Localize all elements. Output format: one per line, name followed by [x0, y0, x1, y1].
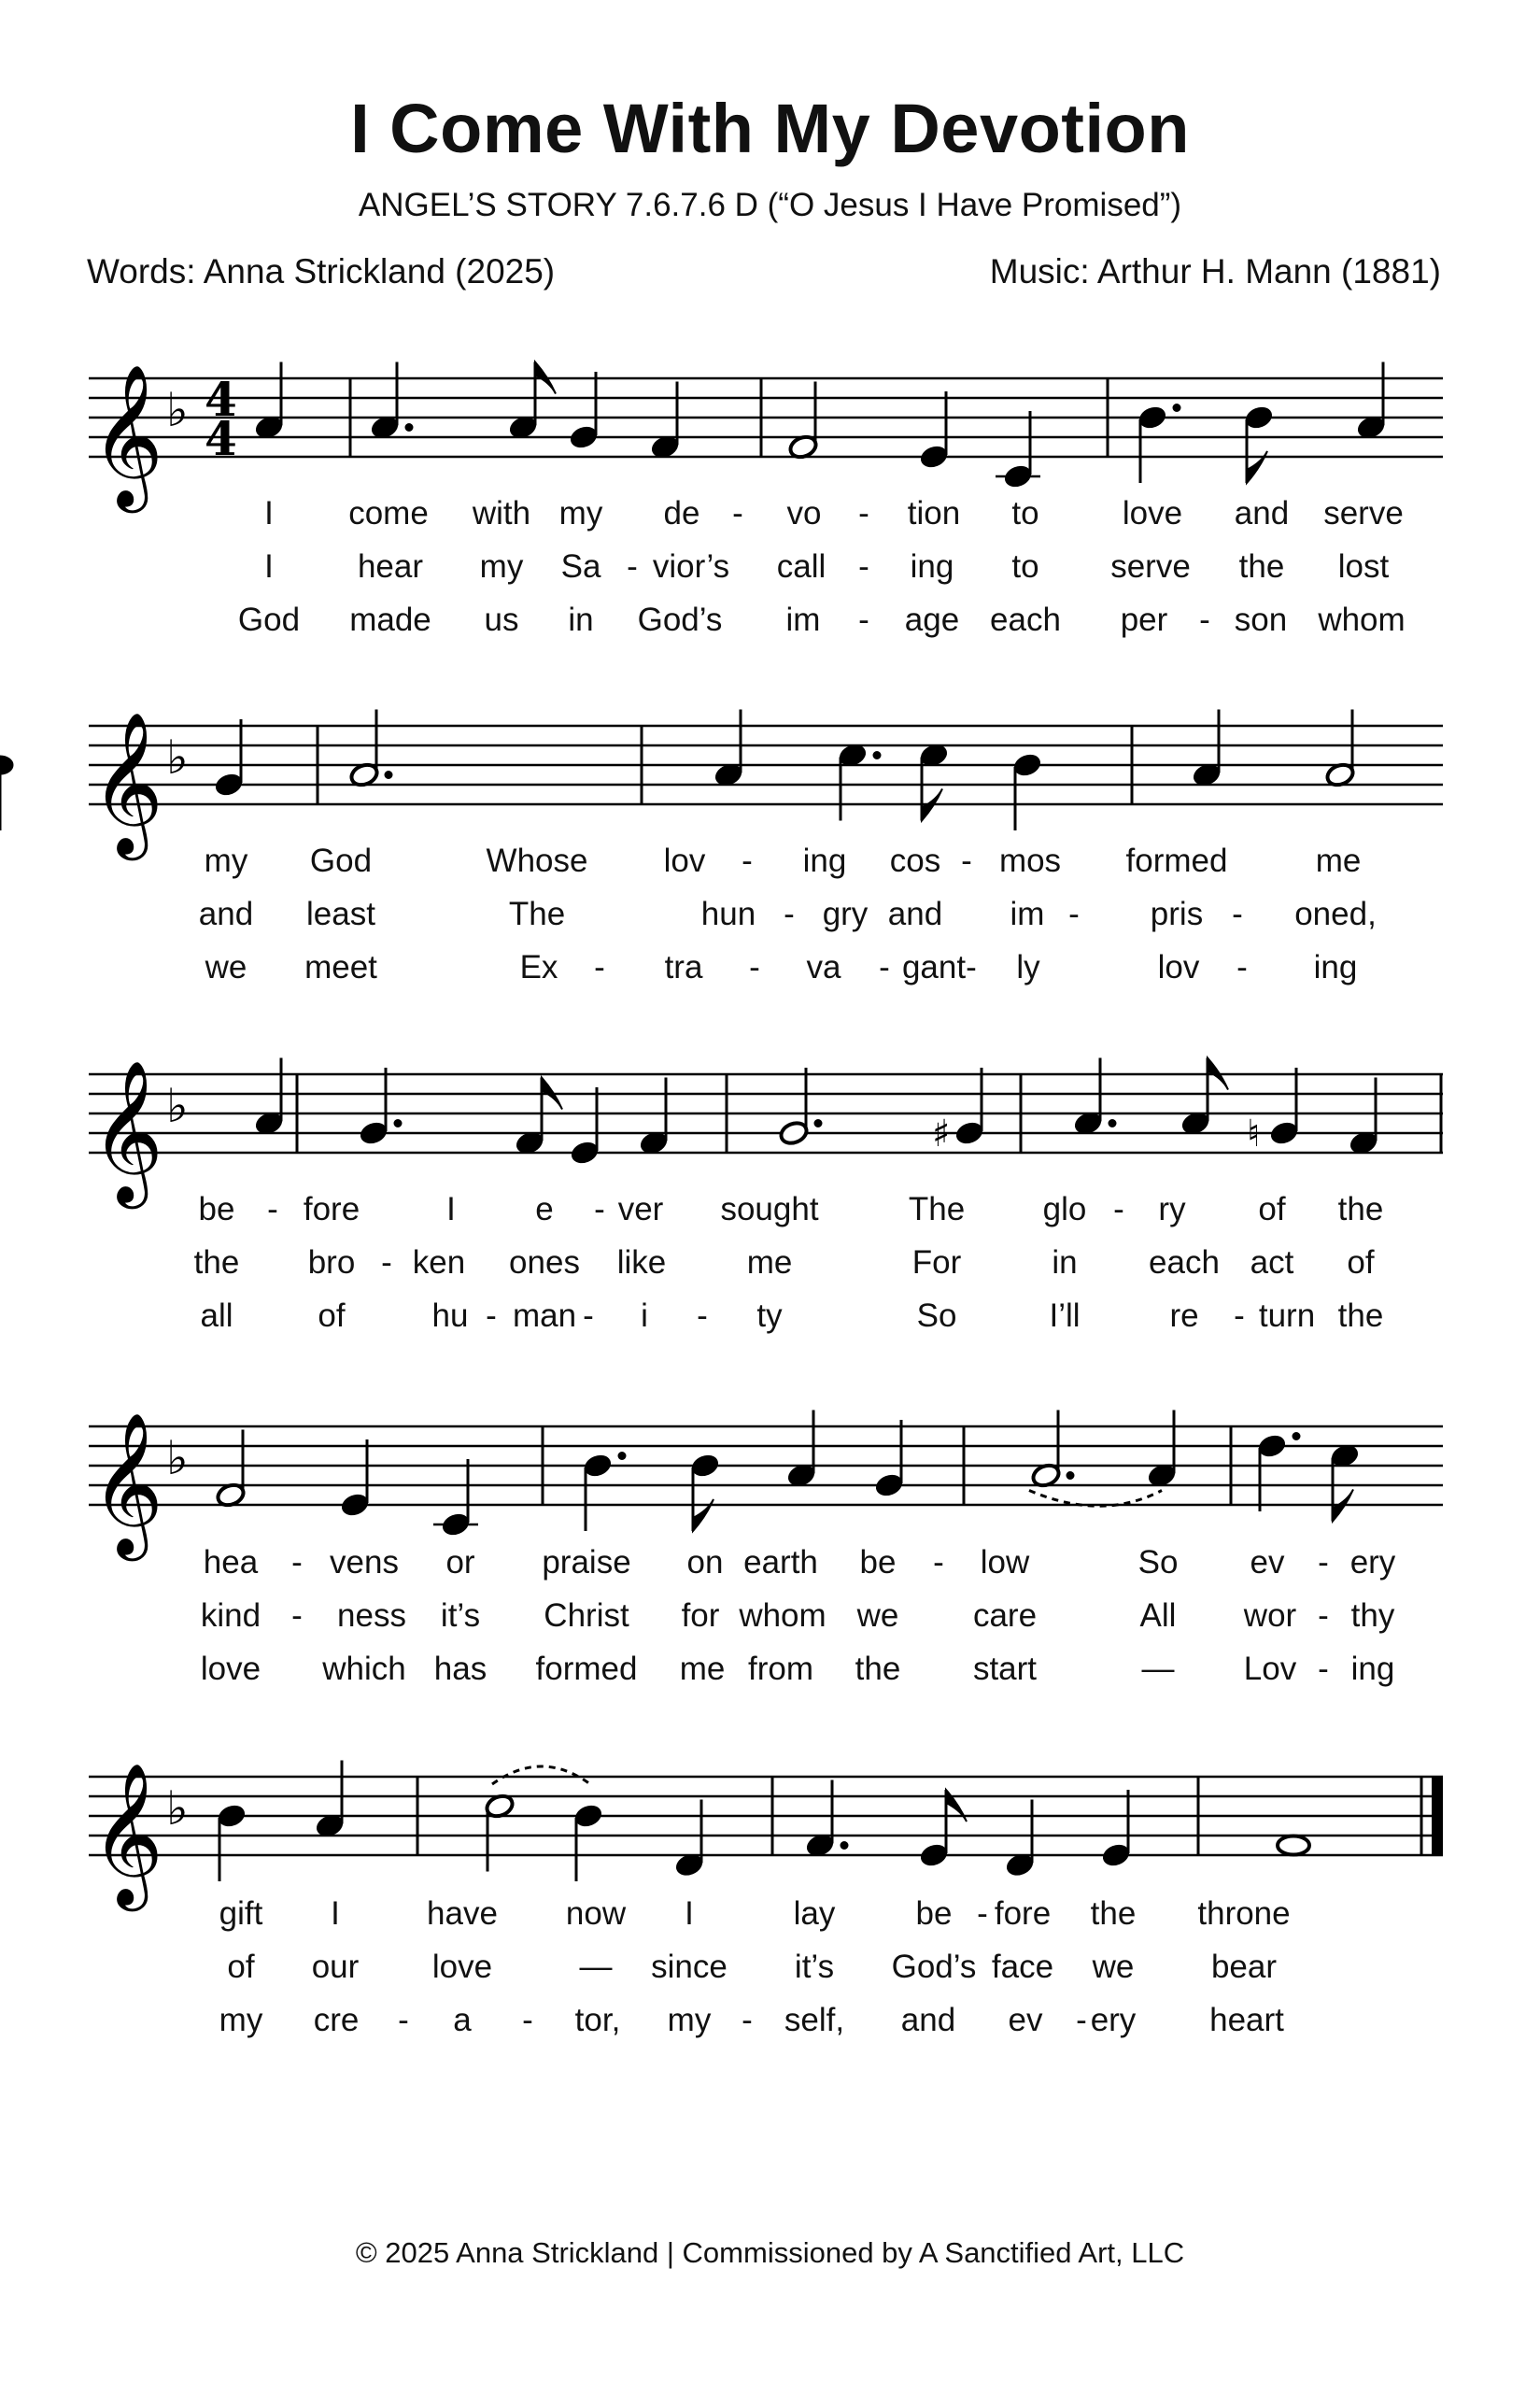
lyric-syllable: oned, — [1294, 896, 1377, 932]
lyric-syllable: come — [348, 495, 429, 532]
note — [253, 1058, 284, 1138]
note — [1011, 751, 1042, 830]
lyric-syllable: each — [1149, 1244, 1220, 1281]
note — [1180, 1058, 1228, 1138]
lyric-syllable: bro — [307, 1244, 356, 1281]
note — [873, 1420, 904, 1499]
lyric-syllable: God — [237, 602, 301, 638]
note — [1256, 1432, 1300, 1511]
augmentation-dot — [394, 1119, 403, 1127]
music-system-3 — [0, 1018, 1540, 1205]
lyric-syllable: and — [1234, 495, 1290, 532]
lyric-syllable: which — [322, 1651, 406, 1687]
note — [1243, 404, 1274, 483]
lyric-syllable: my — [204, 843, 248, 879]
lyric-syllable: - — [583, 1297, 594, 1334]
lyric-syllable: I — [264, 548, 274, 585]
treble-clef-icon: 𝄞 — [91, 363, 164, 507]
lyric-syllable: - — [1318, 1651, 1329, 1687]
treble-clef-icon: 𝄞 — [91, 1059, 164, 1203]
lyric-syllable: tion — [907, 495, 961, 532]
note — [1278, 1836, 1309, 1855]
note — [638, 1078, 669, 1157]
note — [569, 1087, 600, 1167]
lyric-syllable: ery — [1090, 2002, 1137, 2038]
lyric-syllable: i — [641, 1297, 648, 1334]
lyric-syllable: im — [785, 602, 821, 638]
lyric-syllable: gry — [822, 896, 869, 932]
lyric-syllable: - — [291, 1544, 303, 1581]
lyric-syllable: it’s — [794, 1949, 835, 1985]
note — [1137, 404, 1180, 483]
lyric-syllable: e — [535, 1191, 554, 1227]
lyric-syllable: pris — [1150, 896, 1204, 932]
lyric-syllable: fore — [994, 1895, 1052, 1932]
lyric-syllable: me — [746, 1244, 793, 1281]
note — [1329, 1442, 1360, 1522]
augmentation-dot — [1109, 1119, 1117, 1127]
lyric-syllable: lov — [1157, 949, 1200, 985]
lyric-syllable: - — [742, 2002, 753, 2038]
lyric-syllable: love — [431, 1949, 493, 1985]
lyric-syllable: it’s — [440, 1597, 481, 1634]
note — [314, 1761, 345, 1840]
lyric-syllable: - — [594, 1191, 605, 1227]
note — [689, 1452, 720, 1531]
lyric-syllable: Lov — [1243, 1651, 1297, 1687]
lyric-syllable: hea — [203, 1544, 259, 1581]
lyric-syllable: all — [200, 1297, 233, 1334]
flat-key-signature-icon: ♭ — [166, 730, 189, 785]
lyric-syllable: the — [1337, 1297, 1384, 1334]
note — [339, 1439, 370, 1519]
lyric-syllable: — — [579, 1949, 613, 1985]
augmentation-dot — [618, 1452, 627, 1460]
lyric-syllable: heart — [1209, 2002, 1284, 2038]
lyric-syllable: earth — [743, 1544, 818, 1581]
lyric-syllable: praise — [542, 1544, 631, 1581]
lyric-syllable: low — [980, 1544, 1030, 1581]
lyric-syllable: Whose — [486, 843, 588, 879]
lyric-syllable: ery — [1349, 1544, 1396, 1581]
lyric-syllable: and — [887, 896, 943, 932]
lyric-syllable: has — [433, 1651, 487, 1687]
lyric-syllable: vior’s — [652, 548, 730, 585]
lyric-syllable: - — [961, 843, 972, 879]
lyric-syllable: God’s — [891, 1949, 977, 1985]
note — [1004, 1800, 1035, 1879]
lyric-syllable: since — [651, 1949, 728, 1985]
lyric-syllable: the — [1238, 548, 1285, 585]
lyric-syllable: and — [900, 2002, 956, 2038]
note — [932, 1068, 985, 1156]
note — [804, 1780, 848, 1860]
lyric-syllable: me — [1315, 843, 1362, 879]
lyric-syllable: of — [227, 1949, 255, 1985]
lyric-syllable: ry — [1158, 1191, 1186, 1227]
lyric-syllable: my — [667, 2002, 712, 2038]
lyric-syllable: hun — [700, 896, 756, 932]
lyric-syllable: like — [616, 1244, 667, 1281]
lyric-syllable: - — [398, 2002, 409, 2038]
lyric-syllable: So — [1137, 1544, 1179, 1581]
lyric-syllable: or — [445, 1544, 475, 1581]
note — [1324, 710, 1355, 789]
lyric-syllable: vens — [330, 1544, 399, 1581]
lyric-syllable: ing — [1313, 949, 1358, 985]
natural-accidental-icon: ♮ — [1247, 1113, 1261, 1156]
lyric-syllable: - — [742, 843, 753, 879]
lyric-syllable: formed — [1125, 843, 1228, 879]
lyric-syllable: be — [915, 1895, 953, 1932]
lyric-syllable: glo — [1042, 1191, 1087, 1227]
lyric-syllable: ing — [910, 548, 954, 585]
note — [649, 382, 680, 461]
note — [1355, 362, 1386, 442]
augmentation-dot — [1293, 1432, 1301, 1440]
treble-clef-icon: 𝄞 — [91, 1411, 164, 1555]
lyric-syllable: de — [663, 495, 700, 532]
lyric-syllable: whom — [1318, 602, 1406, 638]
lyric-syllable: - — [858, 548, 869, 585]
lyric-syllable: my — [558, 495, 603, 532]
lyric-syllable: I — [685, 1895, 694, 1932]
lyric-syllable: sought — [720, 1191, 819, 1227]
lyric-syllable: - — [1199, 602, 1210, 638]
lyric-syllable: ones — [509, 1244, 580, 1281]
lyric-syllable: ing — [1350, 1651, 1395, 1687]
lyric-syllable: each — [990, 602, 1061, 638]
lyric-syllable: - — [1318, 1544, 1329, 1581]
music-system-5 — [0, 1721, 1540, 1907]
lyric-syllable: - — [291, 1597, 303, 1634]
note — [713, 710, 743, 789]
note — [1072, 1058, 1116, 1138]
lyric-syllable: serve — [1110, 548, 1191, 585]
note — [918, 742, 949, 821]
lyric-syllable: I — [264, 495, 274, 532]
lyric-syllable: tra — [664, 949, 703, 985]
lyric-syllable: Christ — [544, 1597, 629, 1634]
treble-clef-icon: 𝄞 — [91, 711, 164, 855]
note — [918, 1790, 967, 1869]
lyric-syllable: start — [972, 1651, 1038, 1687]
words-credit: Words: Anna Strickland (2025) — [87, 252, 556, 291]
lyric-syllable: - — [732, 495, 743, 532]
lyric-syllable: in — [1052, 1244, 1078, 1281]
lyric-syllable: made — [349, 602, 431, 638]
note — [1247, 1068, 1300, 1156]
lyric-syllable: gift — [219, 1895, 263, 1932]
lyric-syllable: be — [859, 1544, 897, 1581]
lyric-syllable: - — [858, 602, 869, 638]
time-signature-top: 4 — [205, 372, 237, 427]
lyric-syllable: re — [1169, 1297, 1199, 1334]
note — [673, 1800, 704, 1879]
dashed-tie — [492, 1766, 590, 1784]
copyright-footer: © 2025 Anna Strickland | Commissioned by A Sanctified Art, LLC — [355, 2236, 1185, 2269]
lyric-syllable: ver — [617, 1191, 664, 1227]
lyric-syllable: least — [306, 896, 375, 932]
lyric-syllable: our — [311, 1949, 360, 1985]
lyric-syllable: on — [686, 1544, 724, 1581]
lyric-syllable: now — [565, 1895, 627, 1932]
note — [1191, 710, 1222, 789]
flat-key-signature-icon: ♭ — [166, 1431, 189, 1485]
lyric-syllable: the — [1337, 1191, 1384, 1227]
lyric-syllable: God’s — [637, 602, 723, 638]
lyric-syllable: - — [933, 1544, 944, 1581]
lyric-syllable: God — [309, 843, 373, 879]
note — [1146, 1411, 1177, 1490]
lyric-syllable: age — [904, 602, 960, 638]
lyric-syllable: So — [916, 1297, 957, 1334]
lyric-syllable: care — [972, 1597, 1038, 1634]
lyric-syllable: - — [858, 495, 869, 532]
lyric-syllable: to — [1011, 548, 1039, 585]
lyric-syllable: ly — [1016, 949, 1040, 985]
lyric-syllable: im — [1010, 896, 1045, 932]
tune-subtitle: ANGEL’S STORY 7.6.7.6 D (“O Jesus I Have Promised”) — [358, 187, 1182, 223]
lyric-syllable: ness — [337, 1597, 406, 1634]
lyric-syllable: love — [1122, 495, 1183, 532]
augmentation-dot — [1173, 404, 1181, 412]
lyric-syllable: self, — [784, 2002, 845, 2038]
lyric-syllable: hear — [357, 548, 424, 585]
lyric-syllable: kind — [200, 1597, 261, 1634]
lyric-syllable: vo — [786, 495, 822, 532]
note — [568, 372, 599, 451]
lyric-syllable: The — [908, 1191, 966, 1227]
lyric-syllable: - — [1236, 949, 1248, 985]
note — [785, 1411, 816, 1490]
lyric-syllable: a — [453, 2002, 472, 2038]
lyric-syllable: bear — [1210, 1949, 1278, 1985]
note — [358, 1068, 402, 1147]
lyric-syllable: wor — [1243, 1597, 1297, 1634]
lyric-syllable: man — [512, 1297, 577, 1334]
lyric-syllable: va — [806, 949, 841, 985]
note — [514, 1078, 562, 1157]
lyric-syllable: serve — [1323, 495, 1404, 532]
lyric-syllable: we — [205, 949, 247, 985]
lyric-syllable: be — [198, 1191, 235, 1227]
lyric-syllable: turn — [1258, 1297, 1316, 1334]
note — [253, 362, 284, 442]
lyric-syllable: fore — [303, 1191, 360, 1227]
lyric-syllable: lost — [1337, 548, 1390, 585]
note — [1100, 1790, 1131, 1869]
note — [216, 1802, 247, 1881]
note — [1030, 1411, 1074, 1490]
note — [918, 391, 949, 471]
augmentation-dot — [873, 751, 882, 759]
lyric-syllable: I’ll — [1049, 1297, 1081, 1334]
hymn-title: I Come With My Devotion — [350, 90, 1190, 167]
lyric-syllable: - — [522, 2002, 533, 2038]
lyric-syllable: - — [879, 949, 890, 985]
lyric-syllable: I — [331, 1895, 340, 1932]
lyric-syllable: thy — [1350, 1597, 1395, 1634]
lyric-syllable: - — [749, 949, 760, 985]
lyric-syllable: of — [318, 1297, 346, 1334]
lyric-syllable: and — [198, 896, 254, 932]
lyric-syllable: lov — [663, 843, 706, 879]
lyric-syllable: we — [1092, 1949, 1135, 1985]
lyric-syllable: throne — [1197, 1895, 1291, 1932]
note — [369, 362, 413, 442]
lyric-syllable: my — [219, 2002, 263, 2038]
lyric-syllable: face — [991, 1949, 1054, 1985]
lyric-syllable: meet — [304, 949, 377, 985]
lyric-syllable: - — [1232, 896, 1243, 932]
lyric-syllable: act — [1250, 1244, 1294, 1281]
note-head — [0, 756, 13, 774]
lyric-syllable: we — [856, 1597, 899, 1634]
lyric-syllable: in — [568, 602, 594, 638]
note-head — [1278, 1836, 1309, 1855]
lyric-syllable: call — [776, 548, 827, 585]
lyric-syllable: ken — [412, 1244, 466, 1281]
lyric-syllable: - — [267, 1191, 278, 1227]
note — [837, 742, 881, 821]
music-system-2 — [0, 670, 1540, 857]
lyric-syllable: The — [508, 896, 566, 932]
note — [787, 382, 818, 461]
lyric-syllable: tor, — [574, 2002, 621, 2038]
music-credit: Music: Arthur H. Mann (1881) — [989, 252, 1441, 291]
lyric-syllable: per — [1120, 602, 1168, 638]
note — [213, 719, 244, 799]
augmentation-dot — [841, 1841, 849, 1850]
lyric-syllable: us — [484, 602, 519, 638]
note — [1348, 1078, 1378, 1157]
music-system-1 — [0, 322, 1540, 509]
lyric-syllable: to — [1011, 495, 1039, 532]
lyric-syllable: - — [697, 1297, 708, 1334]
lyric-syllable: me — [679, 1651, 726, 1687]
note — [507, 362, 556, 442]
lyric-syllable: Sa — [560, 548, 601, 585]
lyric-syllable: lay — [793, 1895, 836, 1932]
note — [484, 1793, 515, 1872]
music-system-4 — [0, 1370, 1540, 1557]
lyric-syllable: - — [977, 1895, 988, 1932]
augmentation-dot — [405, 423, 414, 432]
note — [996, 411, 1040, 490]
augmentation-dot — [385, 771, 393, 779]
lyric-syllable: from — [748, 1651, 813, 1687]
lyric-syllable: the — [1090, 1895, 1137, 1932]
note — [215, 1430, 246, 1510]
lyric-syllable: ing — [802, 843, 847, 879]
note — [0, 756, 13, 830]
lyric-syllable: the — [193, 1244, 240, 1281]
augmentation-dot — [814, 1119, 823, 1127]
lyric-syllable: - — [1318, 1597, 1329, 1634]
lyric-syllable: - — [784, 896, 795, 932]
note — [433, 1459, 478, 1538]
time-signature-bottom: 4 — [205, 411, 237, 466]
lyric-syllable: son — [1234, 602, 1288, 638]
lyric-syllable: ty — [756, 1297, 783, 1334]
lyric-syllable: with — [472, 495, 531, 532]
lyric-syllable: — — [1141, 1651, 1175, 1687]
lyric-syllable: of — [1258, 1191, 1286, 1227]
flat-key-signature-icon: ♭ — [166, 1079, 189, 1133]
note — [572, 1802, 603, 1881]
lyric-syllable: - — [1234, 1297, 1245, 1334]
lyric-syllable: - — [486, 1297, 497, 1334]
flat-key-signature-icon: ♭ — [166, 383, 189, 437]
lyric-syllable: ev — [1008, 2002, 1043, 2038]
lyric-syllable: hu — [431, 1297, 469, 1334]
lyric-syllable: I — [446, 1191, 456, 1227]
lyric-syllable: for — [681, 1597, 720, 1634]
lyric-syllable: All — [1139, 1597, 1177, 1634]
lyric-syllable: - — [1076, 2002, 1087, 2038]
lyric-syllable: my — [479, 548, 524, 585]
note — [778, 1068, 822, 1147]
note — [582, 1452, 626, 1531]
lyric-syllable: mos — [998, 843, 1062, 879]
lyric-syllable: - — [627, 548, 638, 585]
lyric-syllable: - — [594, 949, 605, 985]
lyric-syllable: - — [1113, 1191, 1124, 1227]
lyric-syllable: - — [381, 1244, 392, 1281]
lyric-syllable: have — [427, 1895, 498, 1932]
treble-clef-icon: 𝄞 — [91, 1762, 164, 1906]
augmentation-dot — [1067, 1471, 1075, 1480]
sharp-accidental-icon: ♯ — [932, 1113, 951, 1156]
lyric-syllable: gant — [901, 949, 967, 985]
lyric-syllable: Ex — [519, 949, 558, 985]
lyric-syllable: cre — [313, 2002, 360, 2038]
lyric-syllable: For — [911, 1244, 962, 1281]
lyric-syllable: - — [966, 949, 977, 985]
note — [348, 710, 392, 789]
lyric-syllable: - — [1068, 896, 1080, 932]
lyric-syllable: ev — [1250, 1544, 1285, 1581]
lyric-syllable: the — [855, 1651, 901, 1687]
final-barline — [1432, 1777, 1443, 1855]
lyric-syllable: of — [1347, 1244, 1375, 1281]
lyric-syllable: whom — [739, 1597, 827, 1634]
lyric-syllable: formed — [535, 1651, 638, 1687]
lyric-syllable: cos — [889, 843, 941, 879]
flat-key-signature-icon: ♭ — [166, 1781, 189, 1836]
lyric-syllable: love — [200, 1651, 261, 1687]
